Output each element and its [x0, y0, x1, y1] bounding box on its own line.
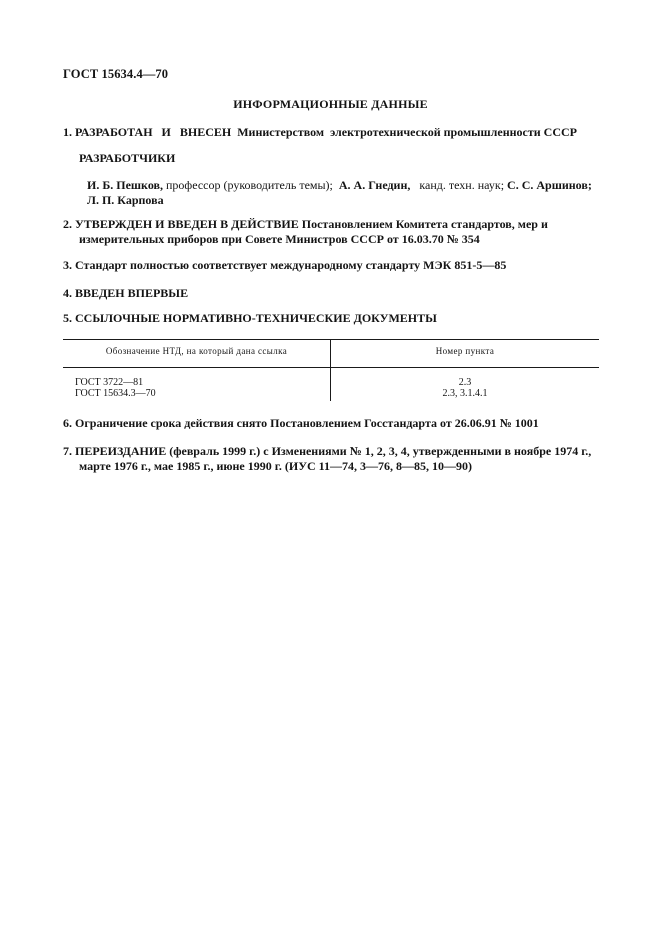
- item-text-line: марте 1976 г., мае 1985 г., июне 1990 г. (ИУС 11—74, 3—76, 8—85, 10—90): [79, 459, 472, 473]
- item-text-line: ПЕРЕИЗДАНИЕ (февраль 1999 г.) с Изменениями № 1, 2, 3, 4, утвержденными в ноябре 1974 г.,: [75, 444, 592, 458]
- item-text: Стандарт полностью соответствует международному стандарту МЭК 851-5—85: [75, 258, 507, 272]
- item-6: [63, 416, 599, 431]
- page-title: ИНФОРМАЦИОННЫЕ ДАННЫЕ: [233, 97, 428, 111]
- table-header-clause: Номер пункта: [435, 346, 495, 356]
- developer-name: С. С. Аршинов;: [507, 178, 592, 192]
- item-text-line: УТВЕРЖДЕН И ВВЕДЕН В ДЕЙСТВИЕ Постановлением Комитета стандартов, мер и: [75, 217, 548, 231]
- developer-name: И. Б. Пешков,: [87, 178, 163, 192]
- item-number: 4.: [63, 286, 72, 300]
- table-header-rule: [63, 367, 599, 368]
- item-text: Ограничение срока действия снято Постановлением Госстандарта от 26.06.91 № 1001: [75, 416, 539, 430]
- item-1: [63, 125, 599, 140]
- item-text: ВВЕДЕН ВПЕРВЫЕ: [75, 286, 189, 300]
- developer-role: профессор (руководитель темы);: [166, 178, 333, 192]
- item-number: 5.: [63, 311, 72, 325]
- reference-table: [63, 339, 599, 401]
- item-2: [63, 217, 599, 247]
- table-cell-clause: 2.3, 3.1.4.1: [442, 388, 488, 399]
- table-header-doc: Обозначение НТД, на который дана ссылка: [105, 346, 288, 356]
- item-text-line: измерительных приборов при Совете Министров СССР от 16.03.70 № 354: [79, 232, 480, 246]
- developer-role: канд. техн. наук;: [419, 178, 505, 192]
- developers-list: [87, 178, 599, 208]
- table-cell-doc: ГОСТ 15634.3—70: [75, 388, 156, 399]
- table-cell-clause: 2.3: [458, 377, 472, 388]
- item-number: 2.: [63, 217, 72, 231]
- developers-heading: РАЗРАБОТЧИКИ: [79, 151, 176, 165]
- developer-name: Л. П. Карпова: [87, 193, 164, 207]
- item-number: 7.: [63, 444, 72, 458]
- item-number: 3.: [63, 258, 72, 272]
- document-code: ГОСТ 15634.4—70: [63, 67, 169, 81]
- item-number: 6.: [63, 416, 72, 430]
- table-top-rule: [63, 339, 599, 340]
- item-text: РАЗРАБОТАН И ВНЕСЕН Министерством электротехнической промышленности СССР: [75, 125, 578, 139]
- item-4: [63, 286, 599, 301]
- item-number: 1.: [63, 125, 72, 139]
- table-cell-doc: ГОСТ 3722—81: [75, 377, 144, 388]
- item-3: [63, 258, 599, 273]
- item-text: ССЫЛОЧНЫЕ НОРМАТИВНО-ТЕХНИЧЕСКИЕ ДОКУМЕНТЫ: [75, 311, 437, 325]
- developer-name: А. А. Гнедин,: [338, 178, 411, 192]
- item-7: [63, 444, 599, 474]
- item-5: [63, 311, 599, 326]
